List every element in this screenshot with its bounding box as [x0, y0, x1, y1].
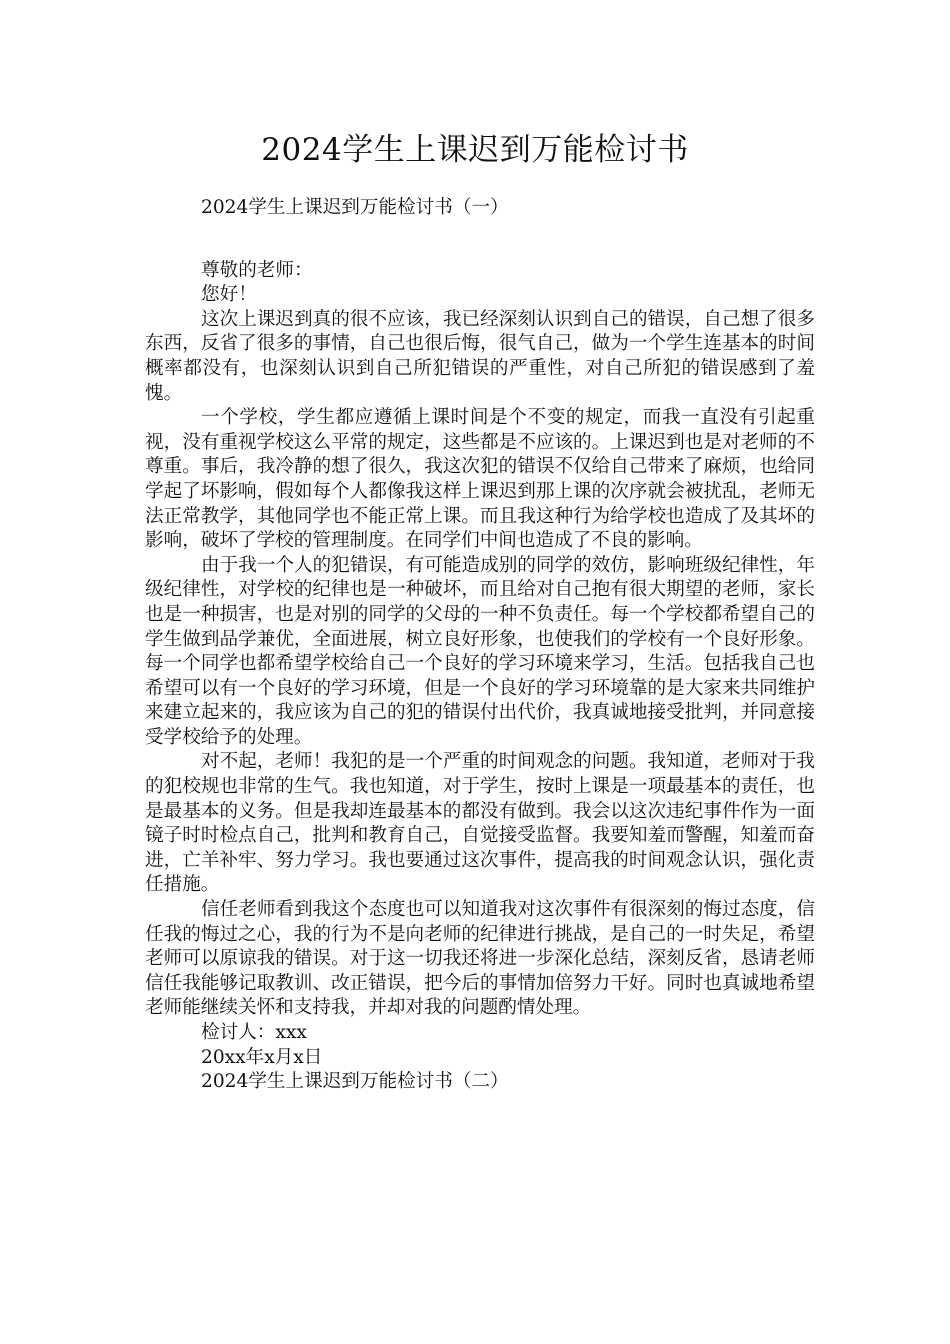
document-title: 2024学生上课迟到万能检讨书	[261, 132, 689, 168]
paragraph-1: 这次上课迟到真的很不应该，我已经深刻认识到自己的错误，自己想了很多东西，反省了很多的事情，自己也很后悔，很气自己，做为一个学生连基本的时间概率都没有，也深刻认识到自己所犯错误的严重性，对自己所犯的错误感到了羞愧。	[145, 308, 815, 404]
greeting: 您好！	[201, 284, 257, 306]
section-two-title: 2024学生上课迟到万能检讨书（二）	[201, 1071, 509, 1093]
paragraph-2: 一个学校，学生都应遵循上课时间是个不变的规定，而我一直没有引起重视，没有重视学校这么平常的规定，这些都是不应该的。上课迟到也是对老师的不尊重。事后，我冷静的想了很久，我这次犯的错误不仅给自己带来了麻烦，也给同学起了坏影响，假如每个人都像我这样上课迟到那上课的次序就会被扰乱，老师无法正常教学，其他同学也不能正常上课。而且我这种行为给学校也造成了及其坏的影响，破坏了学校的管理制度。在同学们中间也造成了不良的影响。	[145, 407, 815, 552]
salutation: 尊敬的老师：	[201, 259, 313, 281]
paragraph-4: 对不起，老师！我犯的是一个严重的时间观念的问题。我知道，老师对于我的犯校规也非常的生气。我也知道，对于学生，按时上课是一项最基本的责任，也是最基本的义务。但是我却连最基本的都没有做到。我会以这次违纪事件作为一面镜子时时检点自己，批判和教育自己，自觉接受监督。我要知羞而警醒，知羞而奋进，亡羊补牢、努力学习。我也要通过这次事件，提高我的时间观念认识，强化责任措施。	[145, 751, 815, 896]
date: 20xx年x月x日	[201, 1046, 323, 1068]
section-one-title: 2024学生上课迟到万能检讨书（一）	[201, 197, 509, 218]
paragraph-5: 信任老师看到我这个态度也可以知道我对这次事件有很深刻的悔过态度，信任我的悔过之心，我的行为不是向老师的纪律进行挑战，是自己的一时失足，希望老师可以原谅我的错误。对于这一切我还将进一步深化总结，深刻反省，恳请老师信任我能够记取教训、改正错误，把今后的事情加倍努力干好。同时也真诚地希望老师能继续关怀和支持我，并却对我的问题酌情处理。	[145, 899, 815, 1019]
signature: 检讨人：xxx	[201, 1022, 307, 1043]
paragraph-3: 由于我一个人的犯错误，有可能造成别的同学的效仿，影响班级纪律性，年级纪律性，对学校的纪律也是一种破坏，而且给对自己抱有很大期望的老师，家长也是一种损害，也是对别的同学的父母的一种不负责任。每一个学校都希望自己的学生做到品学兼优，全面进展，树立良好形象，也使我们的学校有一个良好形象。每一个同学也都希望学校给自己一个良好的学习环境来学习，生活。包括我自己也希望可以有一个良好的学习环境，但是一个良好的学习环境靠的是大家来共同维护来建立起来的，我应该为自己的犯的错误付出代价，我真诚地接受批判，并同意接受学校给予的处理。	[145, 554, 815, 748]
document-body	[145, 196, 815, 1095]
